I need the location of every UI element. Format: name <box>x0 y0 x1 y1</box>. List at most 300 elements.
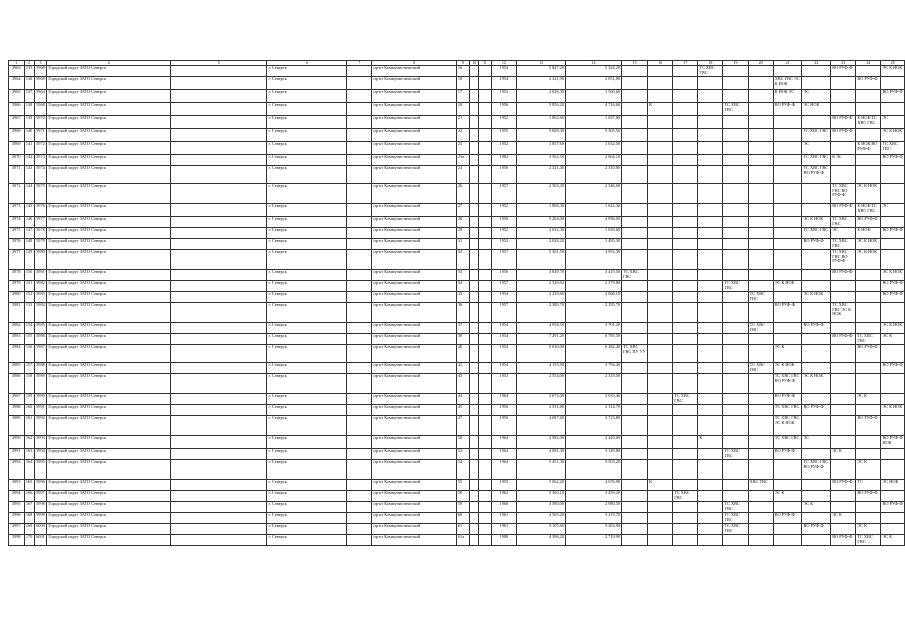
work-cell-18 <box>698 374 723 394</box>
column-number: 5 <box>170 61 267 66</box>
house-number: 43 <box>456 374 470 394</box>
work-cell-11 <box>479 116 491 129</box>
work-cell-24 <box>856 90 881 103</box>
work-cell-21 <box>773 334 802 345</box>
work-cell-20 <box>748 303 773 323</box>
column-number: 11 <box>479 61 491 66</box>
house-number: 32 <box>456 250 470 270</box>
column-number: 25 <box>881 61 905 66</box>
owner-cell: Городской округ ЗАТО Северск <box>47 460 171 480</box>
house-number: 22 <box>456 129 470 142</box>
register-sheet <box>8 60 905 546</box>
row-number: 3993 <box>9 480 25 491</box>
house-number: 33 <box>456 270 470 281</box>
work-cell-17 <box>673 292 698 303</box>
work-cell-22: ЭС К НОК <box>802 292 831 303</box>
work-cell-25 <box>881 449 905 460</box>
work-cell-10 <box>470 394 479 405</box>
living-area: 3 503,20 <box>565 460 621 480</box>
year-built: 1956 <box>491 166 517 184</box>
work-cell-15 <box>622 374 648 394</box>
table-row <box>9 491 905 502</box>
city-cell: г. Северск <box>267 374 347 394</box>
row-number: 3977 <box>9 250 25 270</box>
work-cell-15 <box>622 449 648 460</box>
work-cell-10 <box>470 228 479 239</box>
work-cell-20 <box>748 103 773 116</box>
work-cell-15 <box>622 394 648 405</box>
work-cell-15 <box>622 142 648 155</box>
owner-cell: Городской округ ЗАТО Северск <box>47 77 171 90</box>
work-cell-10 <box>470 292 479 303</box>
work-cell-20 <box>748 460 773 480</box>
year-built: 1961 <box>491 524 517 535</box>
object-id: 5970 <box>34 116 47 129</box>
work-cell-20 <box>748 513 773 524</box>
work-cell-22 <box>802 363 831 374</box>
work-cell-21: ВО РУФ-Ф <box>773 103 802 116</box>
work-cell-21 <box>773 142 802 155</box>
work-cell-24: ТС ХВС ГВС <box>856 334 881 345</box>
object-id: 5996 <box>34 480 47 491</box>
street-cell: пр-кт Коммунистический <box>372 103 456 116</box>
item-number: 160 <box>24 405 34 416</box>
object-id: 6001 <box>34 535 47 546</box>
work-cell-20 <box>748 77 773 90</box>
work-cell-7 <box>347 460 372 480</box>
table-row <box>9 270 905 281</box>
column-number: 19 <box>723 61 748 66</box>
work-cell-21: ВО РУФ-Ф <box>773 449 802 460</box>
work-cell-18 <box>698 77 723 90</box>
table-row <box>9 449 905 460</box>
work-cell-19 <box>723 228 748 239</box>
work-cell-22 <box>802 303 831 323</box>
item-number: 167 <box>24 502 34 513</box>
column-number: 15 <box>622 61 648 66</box>
work-cell-7 <box>347 228 372 239</box>
work-cell-15 <box>622 116 648 129</box>
work-cell-22: ТС ХВС ГВС ВО РУФ-Ф <box>802 460 831 480</box>
table-row <box>9 142 905 155</box>
owner-cell: Городской округ ЗАТО Северск <box>47 250 171 270</box>
street-cell: пр-кт Коммунистический <box>372 449 456 460</box>
work-cell-24 <box>856 129 881 142</box>
work-cell-24 <box>856 292 881 303</box>
work-cell-23 <box>831 502 856 513</box>
work-cell-19 <box>723 90 748 103</box>
work-cell-25: ЭС НОК <box>881 480 905 491</box>
work-cell-15 <box>622 217 648 228</box>
item-number: 158 <box>24 374 34 394</box>
work-cell-5 <box>170 116 267 129</box>
object-id: 5968 <box>34 66 47 77</box>
total-area: 1 862,60 <box>517 116 566 129</box>
house-number: 16 <box>456 66 470 77</box>
register-table <box>8 60 905 546</box>
work-cell-10 <box>470 502 479 513</box>
total-area: 3 562,50 <box>517 155 566 166</box>
work-cell-5 <box>170 374 267 394</box>
work-cell-20 <box>748 116 773 129</box>
work-cell-22 <box>802 77 831 90</box>
work-cell-19: ТС ХВС ГВС <box>723 524 748 535</box>
year-built: 1954 <box>491 66 517 77</box>
year-built: 1954 <box>491 323 517 334</box>
work-cell-21 <box>773 66 802 77</box>
work-cell-21 <box>773 155 802 166</box>
work-cell-15 <box>622 323 648 334</box>
work-cell-19 <box>723 460 748 480</box>
total-area: 2 554,00 <box>517 374 566 394</box>
city-cell: г. Северск <box>267 323 347 334</box>
work-cell-7 <box>347 323 372 334</box>
work-cell-24: ЭС К <box>856 460 881 480</box>
work-cell-17 <box>673 77 698 90</box>
owner-cell: Городской округ ЗАТО Северск <box>47 480 171 491</box>
house-number: 28 <box>456 217 470 228</box>
street-cell: пр-кт Коммунистический <box>372 204 456 217</box>
total-area: 2 321,40 <box>517 166 566 184</box>
work-cell-7 <box>347 491 372 502</box>
work-cell-25: ЭС К <box>881 535 905 546</box>
house-number: 23а <box>456 155 470 166</box>
work-cell-23: ТС ХВС ГВС ВО РУФ-Ф <box>831 250 856 270</box>
work-cell-15 <box>622 228 648 239</box>
work-cell-10 <box>470 303 479 323</box>
year-built: 1964 <box>491 436 517 449</box>
living-area: 3 419,50 <box>565 270 621 281</box>
work-cell-7 <box>347 184 372 204</box>
work-cell-19 <box>723 334 748 345</box>
work-cell-7 <box>347 480 372 491</box>
work-cell-23: ВО РУФ-Ф <box>831 66 856 77</box>
work-cell-19 <box>723 204 748 217</box>
work-cell-5 <box>170 270 267 281</box>
work-cell-25 <box>881 303 905 323</box>
work-cell-22 <box>802 480 831 491</box>
city-cell: г. Северск <box>267 394 347 405</box>
work-cell-22: ТС ХВС ГВС <box>802 228 831 239</box>
work-cell-16: К <box>648 480 673 491</box>
table-row <box>9 250 905 270</box>
object-id: 5988 <box>34 363 47 374</box>
street-cell: пр-кт Коммунистический <box>372 184 456 204</box>
table-row <box>9 66 905 77</box>
work-cell-5 <box>170 303 267 323</box>
work-cell-16 <box>648 142 673 155</box>
work-cell-23 <box>831 460 856 480</box>
work-cell-15 <box>622 480 648 491</box>
work-cell-21 <box>773 204 802 217</box>
table-row <box>9 155 905 166</box>
work-cell-24: ВО РУФ-Ф <box>856 491 881 502</box>
work-cell-10 <box>470 323 479 334</box>
work-cell-17 <box>673 405 698 416</box>
living-area: 3 149,80 <box>565 449 621 460</box>
work-cell-24 <box>856 502 881 513</box>
column-number: 14 <box>565 61 621 66</box>
work-cell-11 <box>479 142 491 155</box>
object-id: 5974 <box>34 166 47 184</box>
work-cell-10 <box>470 142 479 155</box>
city-cell: г. Северск <box>267 129 347 142</box>
work-cell-15 <box>622 363 648 374</box>
work-cell-7 <box>347 77 372 90</box>
work-cell-5 <box>170 239 267 250</box>
street-cell: пр-кт Коммунистический <box>372 513 456 524</box>
work-cell-7 <box>347 250 372 270</box>
work-cell-16 <box>648 166 673 184</box>
living-area: 4 952,30 <box>565 250 621 270</box>
row-number: 3973 <box>9 204 25 217</box>
city-cell: г. Северск <box>267 142 347 155</box>
work-cell-21: ВО РУФ-Ф <box>773 303 802 323</box>
work-cell-17 <box>673 116 698 129</box>
row-number: 3981 <box>9 303 25 323</box>
work-cell-22: ВО РУФ-Ф <box>802 323 831 334</box>
street-cell: пр-кт Коммунистический <box>372 323 456 334</box>
work-cell-5 <box>170 334 267 345</box>
work-cell-7 <box>347 405 372 416</box>
work-cell-17 <box>673 217 698 228</box>
work-cell-20 <box>748 405 773 416</box>
work-cell-15 <box>622 524 648 535</box>
work-cell-11 <box>479 345 491 363</box>
owner-cell: Городской округ ЗАТО Северск <box>47 345 171 363</box>
year-built: 1952 <box>491 142 517 155</box>
work-cell-21 <box>773 502 802 513</box>
object-id: 5987 <box>34 345 47 363</box>
column-number: 4 <box>47 61 171 66</box>
house-number: 61 <box>456 524 470 535</box>
work-cell-11 <box>479 66 491 77</box>
object-id: 5977 <box>34 217 47 228</box>
living-area: 1 495,30 <box>565 239 621 250</box>
work-cell-7 <box>347 436 372 449</box>
work-cell-25: ТС ХВС ГВС <box>881 142 905 155</box>
work-cell-17 <box>673 250 698 270</box>
work-cell-10 <box>470 535 479 546</box>
work-cell-25 <box>881 184 905 204</box>
work-cell-21 <box>773 480 802 491</box>
work-cell-7 <box>347 449 372 460</box>
work-cell-7 <box>347 166 372 184</box>
work-cell-20 <box>748 155 773 166</box>
work-cell-24 <box>856 513 881 524</box>
year-built: 1962 <box>491 491 517 502</box>
work-cell-21 <box>773 116 802 129</box>
work-cell-10 <box>470 184 479 204</box>
work-cell-18 <box>698 250 723 270</box>
work-cell-11 <box>479 436 491 449</box>
work-cell-18 <box>698 460 723 480</box>
work-cell-20 <box>748 374 773 394</box>
work-cell-17 <box>673 270 698 281</box>
work-cell-7 <box>347 374 372 394</box>
work-cell-23 <box>831 142 856 155</box>
work-cell-18 <box>698 116 723 129</box>
work-cell-19 <box>723 66 748 77</box>
owner-cell: Городской округ ЗАТО Северск <box>47 239 171 250</box>
living-area: 2 664,10 <box>565 155 621 166</box>
work-cell-20 <box>748 239 773 250</box>
year-built: 1956 <box>491 217 517 228</box>
work-cell-10 <box>470 363 479 374</box>
house-number: 39 <box>456 334 470 345</box>
year-built: 1952 <box>491 239 517 250</box>
object-id: 5980 <box>34 250 47 270</box>
house-number: 59 <box>456 502 470 513</box>
work-cell-23 <box>831 103 856 116</box>
object-id: 5995 <box>34 460 47 480</box>
work-cell-21: ТС ХВС ГВС <box>773 436 802 449</box>
work-cell-23 <box>831 524 856 535</box>
object-id: 5991 <box>34 405 47 416</box>
work-cell-19 <box>723 77 748 90</box>
work-cell-19 <box>723 345 748 363</box>
object-id: 5989 <box>34 374 47 394</box>
work-cell-23 <box>831 292 856 303</box>
work-cell-25 <box>881 239 905 250</box>
object-id: 5993 <box>34 436 47 449</box>
living-area: 2 379,80 <box>565 281 621 292</box>
house-number: 23 <box>456 142 470 155</box>
object-id: 5982 <box>34 281 47 292</box>
work-cell-22: ЭС <box>802 436 831 449</box>
column-number: 12 <box>491 61 517 66</box>
total-area: 4 087,60 <box>517 416 566 436</box>
total-area: 1 857,60 <box>517 142 566 155</box>
living-area: 2 346,60 <box>565 184 621 204</box>
work-cell-16 <box>648 524 673 535</box>
work-cell-11 <box>479 334 491 345</box>
table-row <box>9 90 905 103</box>
work-cell-10 <box>470 491 479 502</box>
work-cell-23 <box>831 166 856 184</box>
street-cell: пр-кт Коммунистический <box>372 129 456 142</box>
house-number: 45 <box>456 405 470 416</box>
living-area: 2 195,70 <box>565 303 621 323</box>
item-number: 166 <box>24 491 34 502</box>
work-cell-16 <box>648 405 673 416</box>
work-cell-11 <box>479 535 491 546</box>
work-cell-5 <box>170 155 267 166</box>
object-id: 5981 <box>34 270 47 281</box>
work-cell-16 <box>648 184 673 204</box>
work-cell-24 <box>856 363 881 374</box>
city-cell: г. Северск <box>267 416 347 436</box>
column-number: 22 <box>802 61 831 66</box>
work-cell-7 <box>347 502 372 513</box>
work-cell-17 <box>673 449 698 460</box>
work-cell-17 <box>673 374 698 394</box>
column-number: 21 <box>773 61 802 66</box>
work-cell-25: ЭС К <box>881 334 905 345</box>
work-cell-21: ТС ХВС ГВС <box>773 405 802 416</box>
work-cell-20 <box>748 142 773 155</box>
owner-cell: Городской округ ЗАТО Северск <box>47 436 171 449</box>
work-cell-23 <box>831 491 856 502</box>
table-row <box>9 334 905 345</box>
work-cell-7 <box>347 281 372 292</box>
work-cell-22 <box>802 416 831 436</box>
work-cell-10 <box>470 77 479 90</box>
work-cell-18 <box>698 524 723 535</box>
work-cell-5 <box>170 416 267 436</box>
work-cell-21 <box>773 239 802 250</box>
work-cell-7 <box>347 90 372 103</box>
total-area: 2 982,00 <box>517 436 566 449</box>
street-cell: пр-кт Коммунистический <box>372 116 456 129</box>
work-cell-19 <box>723 292 748 303</box>
item-number: 164 <box>24 460 34 480</box>
item-number: 154 <box>24 323 34 334</box>
total-area: 2 026,30 <box>517 90 566 103</box>
work-cell-24 <box>856 281 881 292</box>
work-cell-16 <box>648 66 673 77</box>
work-cell-19 <box>723 374 748 394</box>
work-cell-25 <box>881 491 905 502</box>
work-cell-10 <box>470 155 479 166</box>
work-cell-16 <box>648 77 673 90</box>
work-cell-17 <box>673 228 698 239</box>
work-cell-23: ВО РУФ-Ф <box>831 535 856 546</box>
row-number: 3972 <box>9 184 25 204</box>
row-number: 3983 <box>9 334 25 345</box>
object-id: 5975 <box>34 184 47 204</box>
work-cell-20 <box>748 394 773 405</box>
work-cell-25: ВО РУФ-Ф НОК <box>881 436 905 449</box>
work-cell-21: К НОК ТС <box>773 90 802 103</box>
row-number: 3968 <box>9 129 25 142</box>
work-cell-11 <box>479 394 491 405</box>
work-cell-20 <box>748 449 773 460</box>
work-cell-22 <box>802 535 831 546</box>
total-area: 3 849,70 <box>517 270 566 281</box>
object-id: 5968 <box>34 103 47 116</box>
work-cell-20: ХВС ГВС <box>748 480 773 491</box>
table-row <box>9 374 905 394</box>
house-number: 29 <box>456 228 470 239</box>
work-cell-25 <box>881 77 905 90</box>
work-cell-20 <box>748 90 773 103</box>
city-cell: г. Северск <box>267 491 347 502</box>
work-cell-11 <box>479 129 491 142</box>
work-cell-15 <box>622 204 648 217</box>
work-cell-21: ВО РУФ-Ф <box>773 513 802 524</box>
item-number: 159 <box>24 394 34 405</box>
owner-cell: Городской округ ЗАТО Северск <box>47 116 171 129</box>
year-built: 1960 <box>491 502 517 513</box>
work-cell-16 <box>648 363 673 374</box>
work-cell-25 <box>881 416 905 436</box>
owner-cell: Городской округ ЗАТО Северск <box>47 66 171 77</box>
row-number: 3976 <box>9 239 25 250</box>
house-number: 61а <box>456 535 470 546</box>
total-area: 7 291,20 <box>517 334 566 345</box>
year-built: 1964 <box>491 449 517 460</box>
owner-cell: Городской округ ЗАТО Северск <box>47 491 171 502</box>
work-cell-19 <box>723 166 748 184</box>
work-cell-19 <box>723 416 748 436</box>
work-cell-25 <box>881 345 905 363</box>
work-cell-7 <box>347 204 372 217</box>
work-cell-25: ВО РУФ-Ф <box>881 281 905 292</box>
work-cell-24: ВО РУФ-Ф <box>856 217 881 228</box>
work-cell-18 <box>698 270 723 281</box>
work-cell-23: ТС ХВС ГВС <box>831 217 856 228</box>
